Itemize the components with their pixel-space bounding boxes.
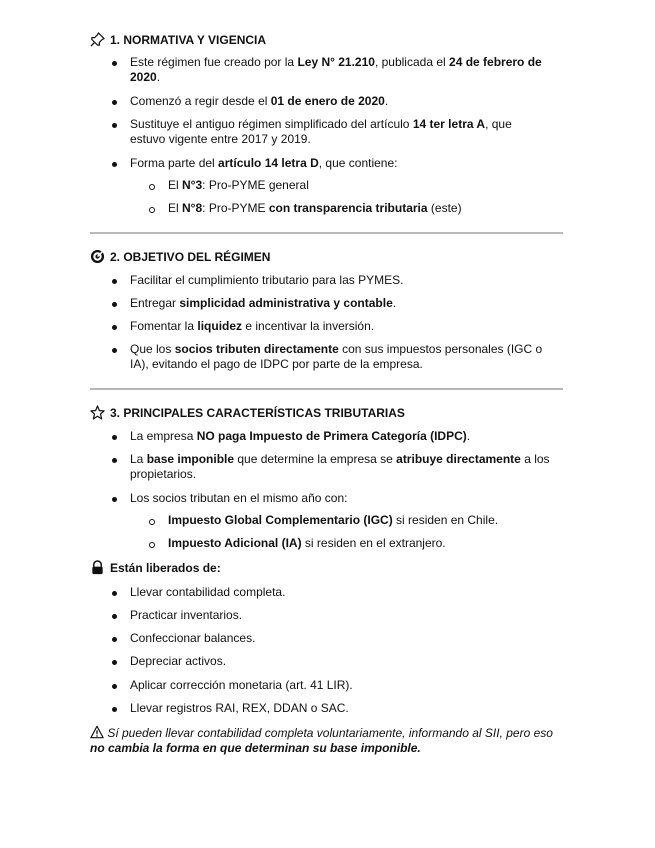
bullet bbox=[112, 684, 117, 689]
list-item: La empresa NO paga Impuesto de Primera Categoría (IDPC). bbox=[130, 429, 471, 443]
list-item: Llevar registros RAI, REX, DDAN o SAC. bbox=[130, 701, 349, 715]
bullet bbox=[112, 100, 117, 105]
divider bbox=[90, 232, 563, 234]
bullet bbox=[112, 279, 117, 284]
section-1-heading bbox=[90, 32, 266, 47]
section-2-heading bbox=[90, 249, 270, 264]
pushpin-icon bbox=[90, 32, 105, 47]
list-item: Llevar contabilidad completa. bbox=[130, 585, 286, 599]
padlock-icon bbox=[90, 560, 105, 575]
sub-list-item: Impuesto Adicional (IA) si residen en el extranjero. bbox=[168, 536, 446, 550]
bullet bbox=[112, 302, 117, 307]
sub-list-item: El N°8: Pro-PYME con transparencia tributaria (este) bbox=[168, 201, 462, 215]
sub-bullet bbox=[149, 519, 155, 525]
bullet bbox=[112, 348, 117, 353]
list-item: Fomentar la liquidez e incentivar la inversión. bbox=[130, 319, 375, 333]
bullet bbox=[112, 123, 117, 128]
sub-bullet bbox=[149, 542, 155, 548]
warning-icon bbox=[90, 725, 104, 739]
list-item: Facilitar el cumplimiento tributario para las PYMES. bbox=[130, 273, 404, 287]
bullet bbox=[112, 637, 117, 642]
section-2-title: 2. OBJETIVO DEL RÉGIMEN bbox=[110, 249, 271, 264]
bullet bbox=[112, 497, 117, 502]
list-item: Los socios tributan en el mismo año con: bbox=[130, 491, 348, 505]
bullet bbox=[112, 614, 117, 619]
warning-note: Sí pueden llevar contabilidad completa voluntariamente, informando al SII, pero eso no cambia la forma en que determinan su base imponible. bbox=[90, 726, 553, 755]
sub-list-item: Impuesto Global Complementario (IGC) si residen en Chile. bbox=[168, 513, 499, 527]
sub-bullet bbox=[149, 207, 155, 213]
list-item: Sustituye el antiguo régimen simplificado del artículo 14 ter letra A, que estuvo vigente entre 2017 y 2019. bbox=[130, 117, 512, 146]
list-item: Confeccionar balances. bbox=[130, 631, 256, 645]
list-item: Aplicar corrección monetaria (art. 41 LIR). bbox=[130, 678, 353, 692]
bullet bbox=[112, 458, 117, 463]
list-item: La base imponible que determine la empresa se atribuye directamente a los propietarios. bbox=[130, 452, 550, 481]
list-item: Que los socios tributen directamente con sus impuestos personales (IGC o IA), evitando el pago de IDPC por parte de la empresa. bbox=[130, 342, 543, 371]
bullet bbox=[112, 162, 117, 167]
exempt-title: Están liberados de: bbox=[110, 560, 221, 575]
bullet bbox=[112, 61, 117, 66]
list-item: Practicar inventarios. bbox=[130, 608, 243, 622]
divider bbox=[90, 388, 563, 390]
section-1-title: 1. NORMATIVA Y VIGENCIA bbox=[110, 32, 267, 47]
list-item: Depreciar activos. bbox=[130, 654, 227, 668]
exempt-heading bbox=[90, 560, 221, 575]
bullet bbox=[112, 435, 117, 440]
dart-target-icon bbox=[90, 249, 105, 264]
bullet bbox=[112, 325, 117, 330]
sub-list-item: El N°3: Pro-PYME general bbox=[168, 178, 309, 192]
list-item: Este régimen fue creado por la Ley N° 21.210, publicada el 24 de febrero de 2020. bbox=[130, 55, 542, 84]
bullet bbox=[112, 660, 117, 665]
sub-bullet bbox=[149, 184, 155, 190]
list-item: Forma parte del artículo 14 letra D, que contiene: bbox=[130, 156, 398, 170]
bullet bbox=[112, 591, 117, 596]
section-3-heading bbox=[90, 405, 405, 420]
list-item: Entregar simplicidad administrativa y contable. bbox=[130, 296, 397, 310]
star-icon bbox=[90, 405, 105, 420]
bullet bbox=[112, 707, 117, 712]
section-3-title: 3. PRINCIPALES CARACTERÍSTICAS TRIBUTARIAS bbox=[110, 405, 405, 420]
list-item: Comenzó a regir desde el 01 de enero de 2020. bbox=[130, 94, 389, 108]
